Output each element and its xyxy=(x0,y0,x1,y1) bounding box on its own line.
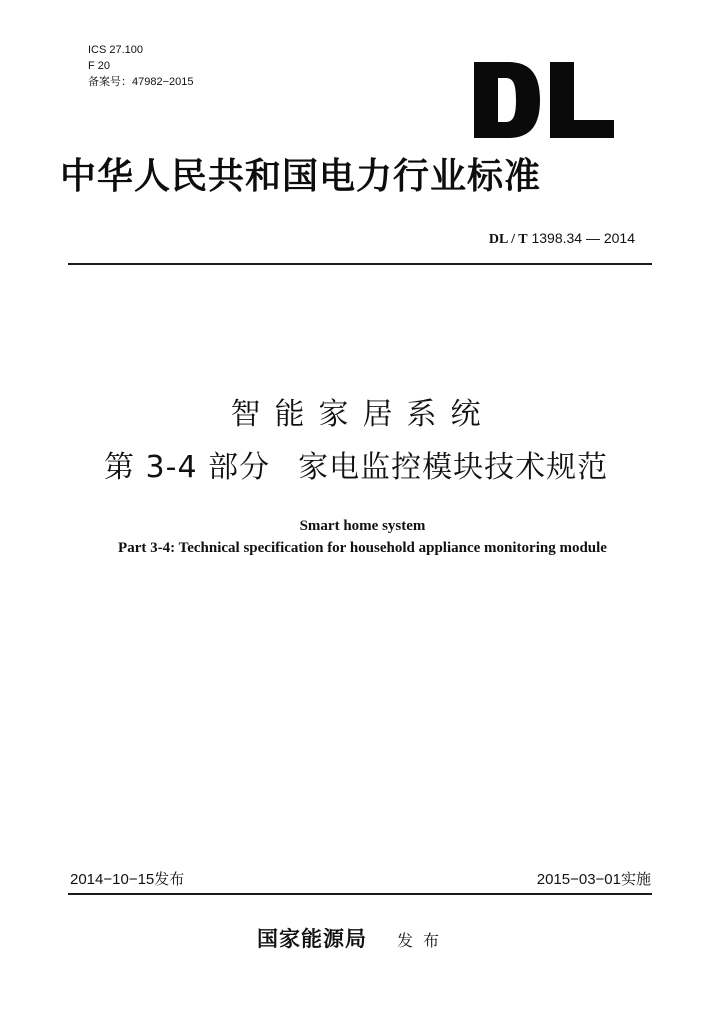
standard-code: 1398.34 — 2014 xyxy=(531,230,635,246)
publisher-line xyxy=(257,924,449,956)
part-label: 第 3-4 部分 xyxy=(104,450,271,485)
org-title: 中华人民共和国电力行业标准 xyxy=(60,155,542,197)
publisher-name: 国家能源局 xyxy=(257,926,367,951)
title-english-part: Part 3-4: Technical specification for household appliance monitoring module xyxy=(118,540,607,556)
ics-code: ICS 27.100 xyxy=(88,44,144,56)
issue-date: 2014−10−15发布 xyxy=(70,871,185,888)
category-code: F 20 xyxy=(88,60,111,72)
header-divider xyxy=(68,263,652,265)
title-chinese-main: 智能家居系统 xyxy=(230,397,495,432)
publisher-action: 发布 xyxy=(397,931,450,950)
classification-block xyxy=(88,42,193,90)
standard-prefix: DL / T xyxy=(488,232,528,247)
part-name: 家电监控模块技术规范 xyxy=(298,450,609,485)
title-chinese-part xyxy=(104,446,608,490)
record-number: 备案号：47982−2015 xyxy=(88,76,194,88)
dl-logo-l xyxy=(550,62,614,138)
footer-divider xyxy=(68,893,652,895)
title-english-main: Smart home system xyxy=(299,518,426,534)
standard-number xyxy=(489,228,635,250)
effective-date: 2015−03−01实施 xyxy=(536,871,651,888)
dl-logo-d xyxy=(474,62,540,138)
dl-logo xyxy=(474,62,614,138)
